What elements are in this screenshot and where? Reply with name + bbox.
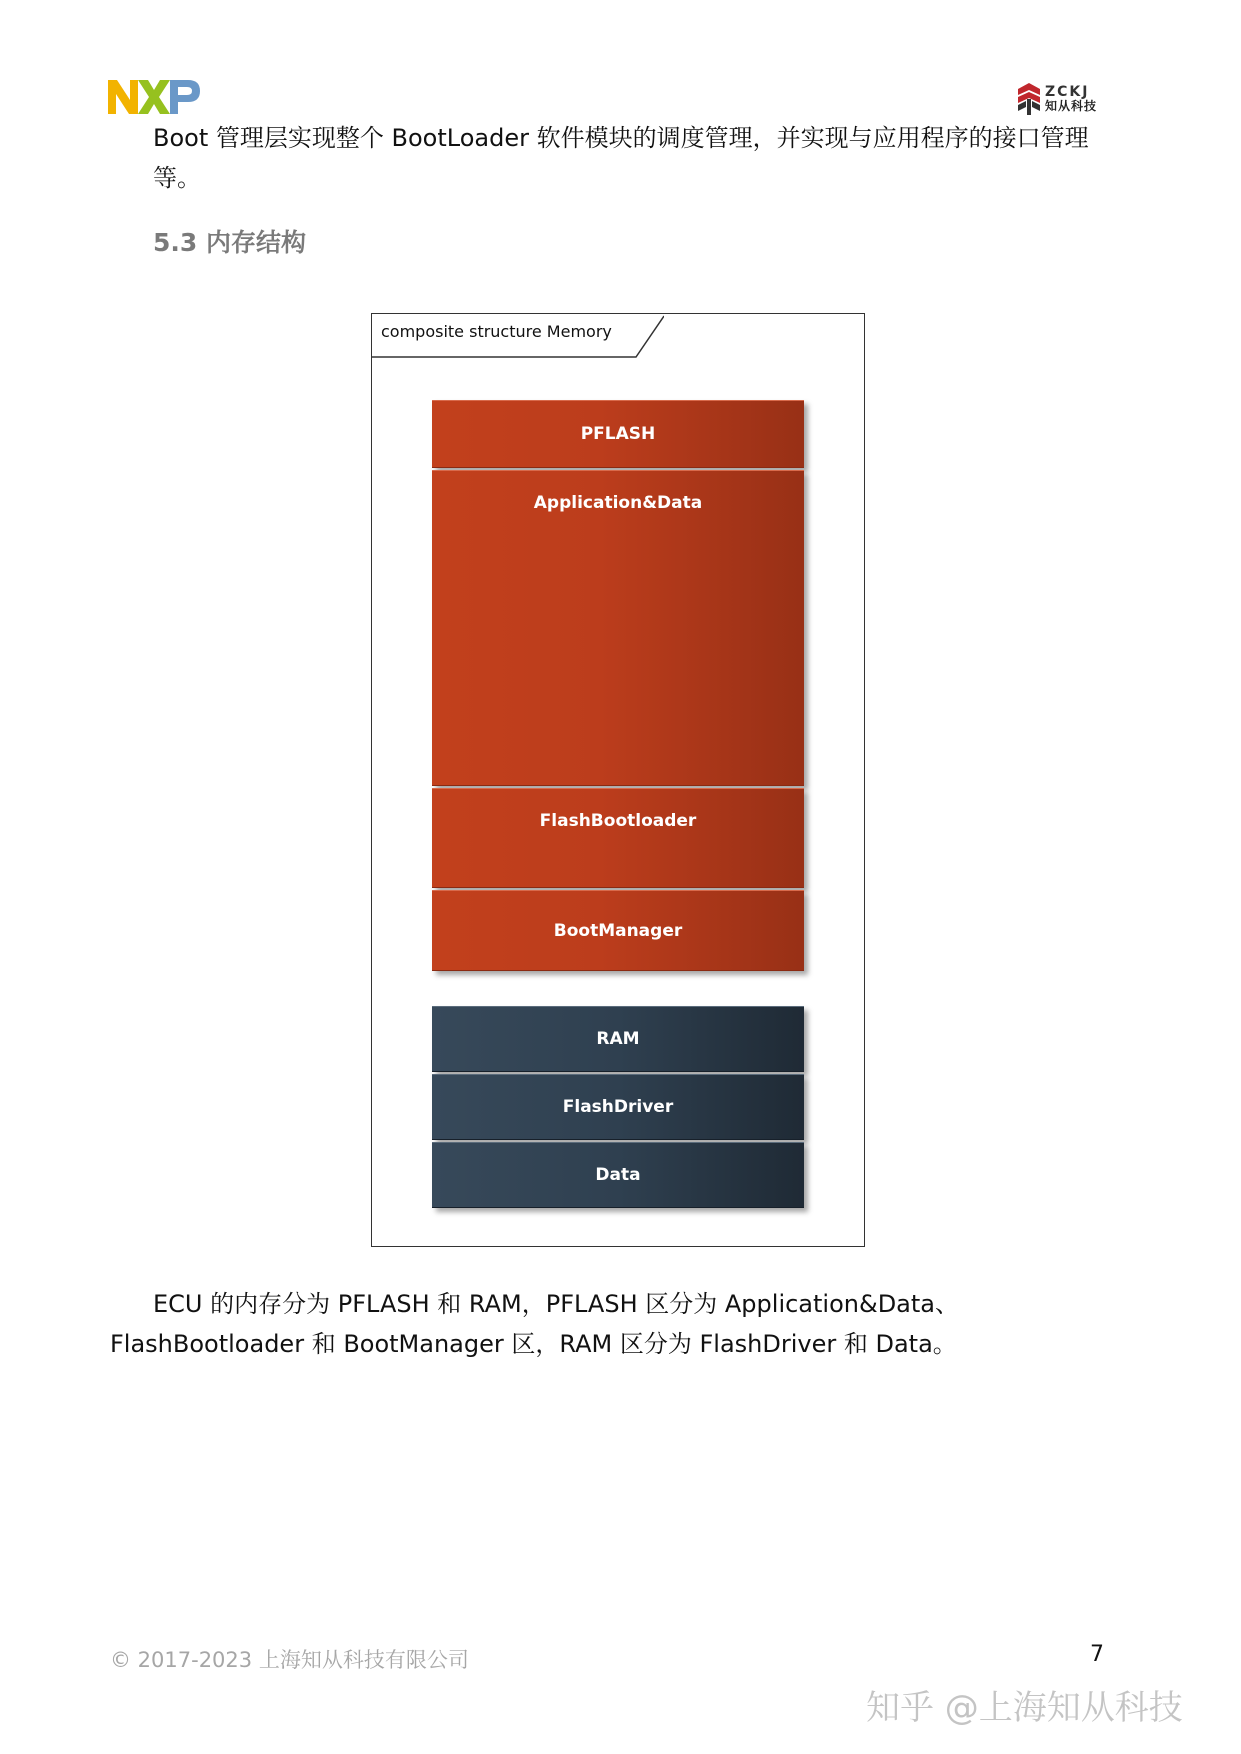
nxp-logo [108, 80, 200, 114]
copyright-text: © 2017-2023 上海知从科技有限公司 [110, 1648, 469, 1672]
flash-bootloader-block [432, 788, 804, 888]
pflash-block [432, 400, 804, 468]
watermark-text: 知乎 @上海知从科技 [866, 1688, 1183, 1728]
flash-driver-block [432, 1074, 804, 1140]
pflash-label: PFLASH [580, 424, 656, 444]
zckj-name: 知从科技 [1045, 99, 1098, 113]
section-heading: 5.3 内存结构 [153, 228, 306, 257]
flash-bootloader-label: FlashBootloader [539, 811, 697, 831]
ram-label: RAM [596, 1029, 640, 1049]
boot-manager-label: BootManager [553, 920, 683, 941]
flash-driver-label: FlashDriver [562, 1097, 674, 1117]
frame-tab [372, 314, 664, 358]
data-block [432, 1142, 804, 1208]
zckj-mark-icon [1018, 83, 1040, 115]
intro-paragraph: Boot 管理层实现整个 BootLoader 软件模块的调度管理，并实现与应用程序的接口管理等。 [153, 124, 1089, 192]
zckj-logo [1018, 82, 1118, 116]
zckj-abbr: ZCKJ [1045, 84, 1090, 100]
frame-label: composite structure Memory [381, 322, 612, 341]
nxp-logo-icon [108, 80, 200, 114]
memory-diagram [371, 313, 865, 1247]
application-data-label: Application&Data [533, 493, 703, 513]
application-data-block [432, 470, 804, 786]
boot-manager-block [432, 890, 804, 971]
data-label: Data [595, 1165, 641, 1185]
page-number: 7 [1090, 1642, 1104, 1667]
closing-paragraph: ECU 的内存分为 PFLASH 和 RAM，PFLASH 区分为 Application&Data、FlashBootloader 和 BootManager 区，RAM 区分为 FlashDriver 和 Data。 [110, 1290, 960, 1358]
ram-block [432, 1006, 804, 1072]
